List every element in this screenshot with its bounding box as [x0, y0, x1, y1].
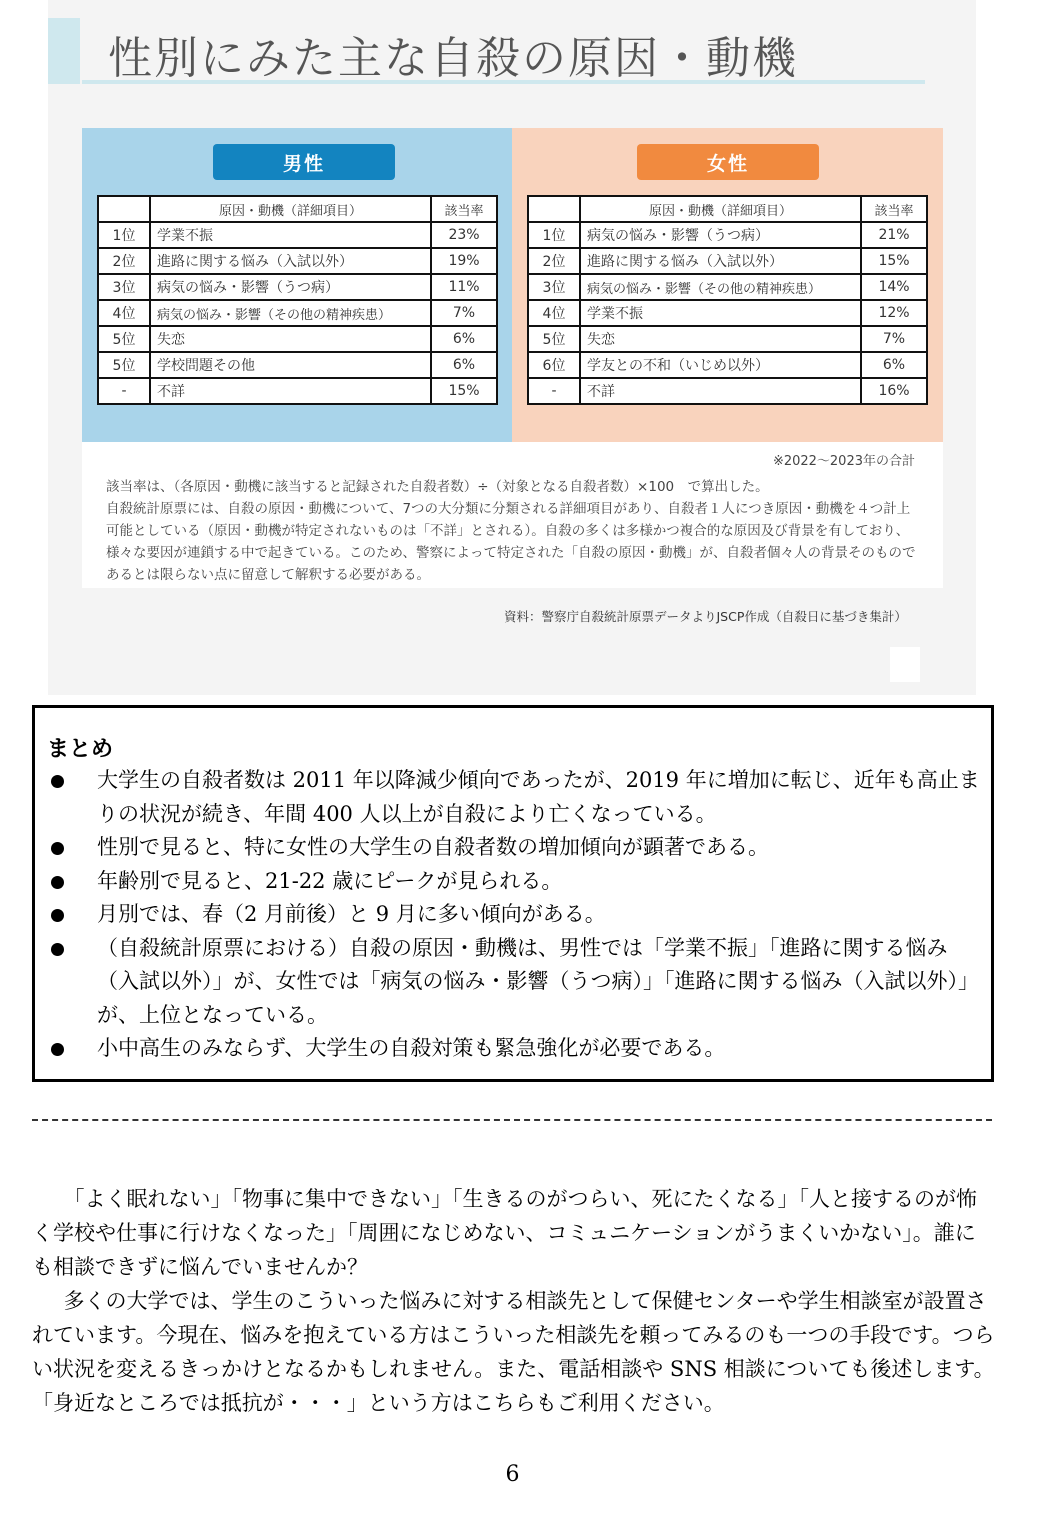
item-cell: 失恋 [580, 326, 861, 352]
table-row [528, 222, 927, 248]
bullet-text: 月別では、春（2 月前後）と 9 月に多い傾向がある。 [97, 902, 606, 926]
female-label: 女性 [637, 144, 819, 180]
table-row [98, 378, 497, 404]
body-paragraph-2: 多くの大学では、学生のこういった悩みに対する相談先として保健センターや学生相談室が設置されています。今現在、悩みを抱えている方はこういった相談先を頼ってみるのも一つの手段です。つらい状況を変えるきっかけとなるかもしれません。また、電話相談や SNS 相談についても後述します。「身近なところでは抵抗が・・・」という方はこちらもご利用ください。 [32, 1289, 995, 1415]
rate-cell: 12% [861, 300, 927, 326]
source-credit: 資料：警察庁自殺統計原票データよりJSCP作成（自殺日に基づき集計） [504, 609, 907, 624]
item-cell: 病気の悩み・影響（うつ病） [150, 274, 431, 300]
bullet-text: 性別で見ると、特に女性の大学生の自殺者数の増加傾向が顕著である。 [97, 835, 769, 859]
rate-cell: 6% [431, 326, 497, 352]
rate-cell: 6% [431, 352, 497, 378]
item-cell: 不詳 [150, 378, 431, 404]
rank-cell: 3位 [98, 274, 150, 300]
item-cell: 不詳 [580, 378, 861, 404]
dashed-divider [32, 1119, 992, 1121]
table-row [528, 248, 927, 274]
female-table [527, 195, 928, 405]
list-item [35, 764, 991, 831]
male-table [97, 195, 498, 405]
item-cell: 学業不振 [580, 300, 861, 326]
bullet-text: （自殺統計原票における）自殺の原因・動機は、男性では「学業不振」「進路に関する悩み（入試以外）」が、女性では「病気の悩み・影響（うつ病）」「進路に関する悩み（入試以外）」が、上位となっている。 [97, 935, 979, 1027]
list-item [35, 898, 991, 932]
rank-cell: 5位 [528, 326, 580, 352]
body-paragraph-1: 「よく眠れない」「物事に集中できない」「生きるのがつらい、死にたくなる」「人と接するのが怖く学校や仕事に行けなくなった」「周囲になじめない、コミュニケーションがうまくいかない」。誰にも相談できずに悩んでいませんか？ [32, 1187, 977, 1279]
bullet-text: 大学生の自殺者数は 2011 年以降減少傾向であったが、2019 年に増加に転じ、近年も高止まりの状況が続き、年間 400 人以上が自殺により亡くなっている。 [97, 768, 980, 826]
rate-cell: 19% [431, 248, 497, 274]
rate-cell: 11% [431, 274, 497, 300]
table-row [98, 300, 497, 326]
table-row [98, 222, 497, 248]
item-cell: 学校問題その他 [150, 352, 431, 378]
header-rate: 該当率 [431, 196, 497, 222]
rank-cell: 1位 [98, 222, 150, 248]
rate-cell: 7% [861, 326, 927, 352]
header-rank [528, 196, 580, 222]
page-number: 6 [505, 1462, 520, 1487]
table-row [528, 300, 927, 326]
rate-cell: 15% [861, 248, 927, 274]
table-row [528, 274, 927, 300]
rank-cell: 1位 [528, 222, 580, 248]
notes-box [82, 442, 943, 588]
table-header-row [528, 196, 927, 222]
item-cell: 進路に関する悩み（入試以外） [150, 248, 431, 274]
title-accent-bar [48, 18, 80, 84]
list-item [35, 1032, 991, 1066]
body-text [32, 1182, 996, 1420]
bullet-icon [51, 842, 64, 855]
table-row [528, 378, 927, 404]
item-cell: 病気の悩み・影響（うつ病） [580, 222, 861, 248]
list-item [35, 865, 991, 899]
slide-corner-mark [890, 647, 920, 682]
note-text [106, 476, 921, 586]
table-row [98, 274, 497, 300]
summary-title: まとめ [47, 737, 114, 762]
period-note: ※2022～2023年の合計 [772, 454, 915, 469]
summary-list [35, 764, 991, 1066]
rank-cell: 3位 [528, 274, 580, 300]
rank-cell: 4位 [98, 300, 150, 326]
rank-cell: 2位 [98, 248, 150, 274]
list-item [35, 831, 991, 865]
table-row [98, 326, 497, 352]
bullet-icon [51, 909, 64, 922]
item-cell: 病気の悩み・影響（その他の精神疾患） [580, 274, 861, 300]
rank-cell: 5位 [98, 326, 150, 352]
table-row [528, 326, 927, 352]
note-line-2: 自殺統計原票には、自殺の原因・動機について、7つの大分類に分類される詳細項目があり、自殺者１人につき原因・動機を４つ計上可能としている（原因・動機が特定されないものは「不詳」とされる）。自殺の多くは多様かつ複合的な原因及び背景を有しており、様々な要因が連鎖する中で起きている。このため、警察によって特定された「自殺の原因・動機」が、自殺者個々人の背景そのものであるとは限らない点に留意して解釈する必要がある。 [106, 501, 916, 583]
rank-cell: 6位 [528, 352, 580, 378]
rate-cell: 14% [861, 274, 927, 300]
rank-cell: - [528, 378, 580, 404]
list-item [35, 932, 991, 1033]
rank-cell: 2位 [528, 248, 580, 274]
header-rank [98, 196, 150, 222]
item-cell: 学友との不和（いじめ以外） [580, 352, 861, 378]
summary-box [32, 705, 994, 1082]
rate-cell: 16% [861, 378, 927, 404]
rank-cell: 5位 [98, 352, 150, 378]
table-row [98, 248, 497, 274]
header-item: 原因・動機（詳細項目） [150, 196, 431, 222]
table-header-row [98, 196, 497, 222]
rate-cell: 6% [861, 352, 927, 378]
item-cell: 失恋 [150, 326, 431, 352]
note-line-1: 該当率は、（各原因・動機に該当すると記録された自殺者数）÷（対象となる自殺者数）×100 で算出した。 [106, 479, 769, 495]
bullet-icon [51, 775, 64, 788]
header-rate: 該当率 [861, 196, 927, 222]
item-cell: 学業不振 [150, 222, 431, 248]
rate-cell: 7% [431, 300, 497, 326]
bullet-text: 小中高生のみならず、大学生の自殺対策も緊急強化が必要である。 [97, 1036, 726, 1060]
item-cell: 病気の悩み・影響（その他の精神疾患） [150, 300, 431, 326]
bullet-icon [51, 876, 64, 889]
table-row [98, 352, 497, 378]
item-cell: 進路に関する悩み（入試以外） [580, 248, 861, 274]
rank-cell: - [98, 378, 150, 404]
male-label: 男性 [213, 144, 395, 180]
rank-cell: 4位 [528, 300, 580, 326]
bullet-icon [51, 943, 64, 956]
rate-cell: 23% [431, 222, 497, 248]
table-row [528, 352, 927, 378]
header-item: 原因・動機（詳細項目） [580, 196, 861, 222]
bullet-text: 年齢別で見ると、21-22 歳にピークが見られる。 [97, 868, 563, 893]
slide-title: 性別にみた主な自殺の原因・動機 [108, 33, 798, 84]
bullet-icon [51, 1043, 64, 1056]
rate-cell: 15% [431, 378, 497, 404]
rate-cell: 21% [861, 222, 927, 248]
